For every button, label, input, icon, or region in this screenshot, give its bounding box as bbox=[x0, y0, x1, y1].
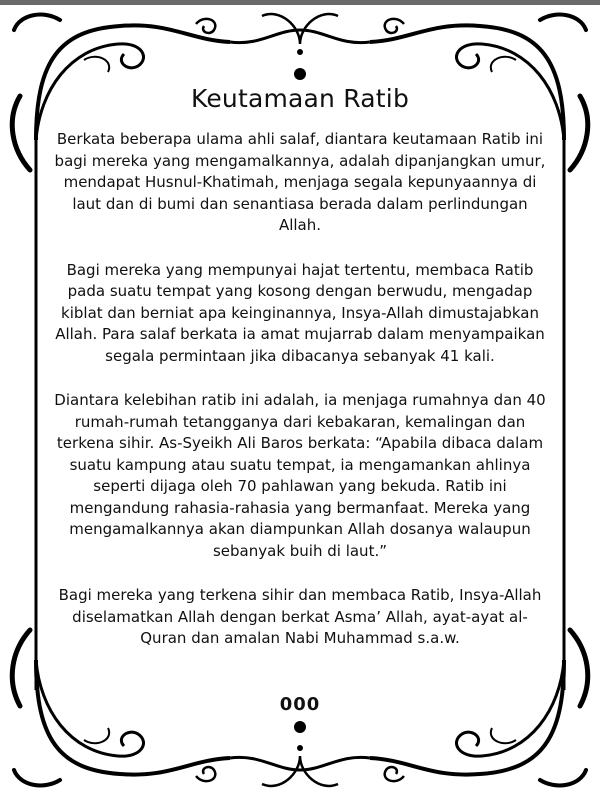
right-flourish-icon bbox=[570, 96, 588, 170]
paragraph-2: Bagi mereka yang mempunyai hajat tertentu, membaca Ratib pada suatu tempat yang kosong dengan berwudu, mengadap kiblat dan berniat apa keinginannya, Insya-Allah dimustajabkan Allah. Para salaf berkata ia amat mujarrab dalam menyampaikan segala permintaan jika dibacanya sebanyak 41 kali. bbox=[55, 260, 545, 365]
page-content bbox=[52, 84, 548, 673]
paragraph-1: Berkata beberapa ulama ahli salaf, diantara keutamaan Ratib ini bagi mereka yang mengamalkannya, adalah dipanjangkan umur, mendapat Husnul-Khatimah, menjaga segala kepunyaannya di laut dan di bumi dan senantiasa berada dalam perlindungan Allah. bbox=[54, 130, 546, 234]
top-border-strip bbox=[0, 0, 600, 5]
page-number: 000 bbox=[279, 694, 321, 715]
paragraph-4: Bagi mereka yang terkena sihir dan membaca Ratib, Insya-Allah diselamatkan Allah dengan berkat Asma’ Allah, ayat-ayat al-Quran dan amalan Nabi Muhammad s.a.w. bbox=[58, 586, 542, 647]
left-flourish-icon bbox=[12, 96, 30, 170]
center-dot-icon bbox=[294, 68, 306, 80]
bottom-ornament bbox=[14, 660, 586, 786]
paragraph-3: Diantara kelebihan ratib ini adalah, ia menjaga rumahnya dan 40 rumah-rumah tetangganya dari kebakaran, kemalingan dan terkena sihir. As-Syeikh Ali Baros berkata: “Apabila dibaca dalam suatu kampung atau suatu tempat, ia mengamankan ahlinya seperti dijaga oleh 70 pahlawan yang bekuda. Ratib ini mengandung rahasia-rahasia yang bermanfaat. Mereka yang mengamalkannya akan diampunkan Allah dosanya walaupun sebanyak buih di laut.” bbox=[54, 391, 546, 560]
corner-swirl-icon bbox=[370, 660, 564, 775]
corner-swirl-icon bbox=[36, 660, 230, 775]
center-dot-icon bbox=[294, 721, 306, 733]
page-title: Keutamaan Ratib bbox=[190, 84, 410, 113]
